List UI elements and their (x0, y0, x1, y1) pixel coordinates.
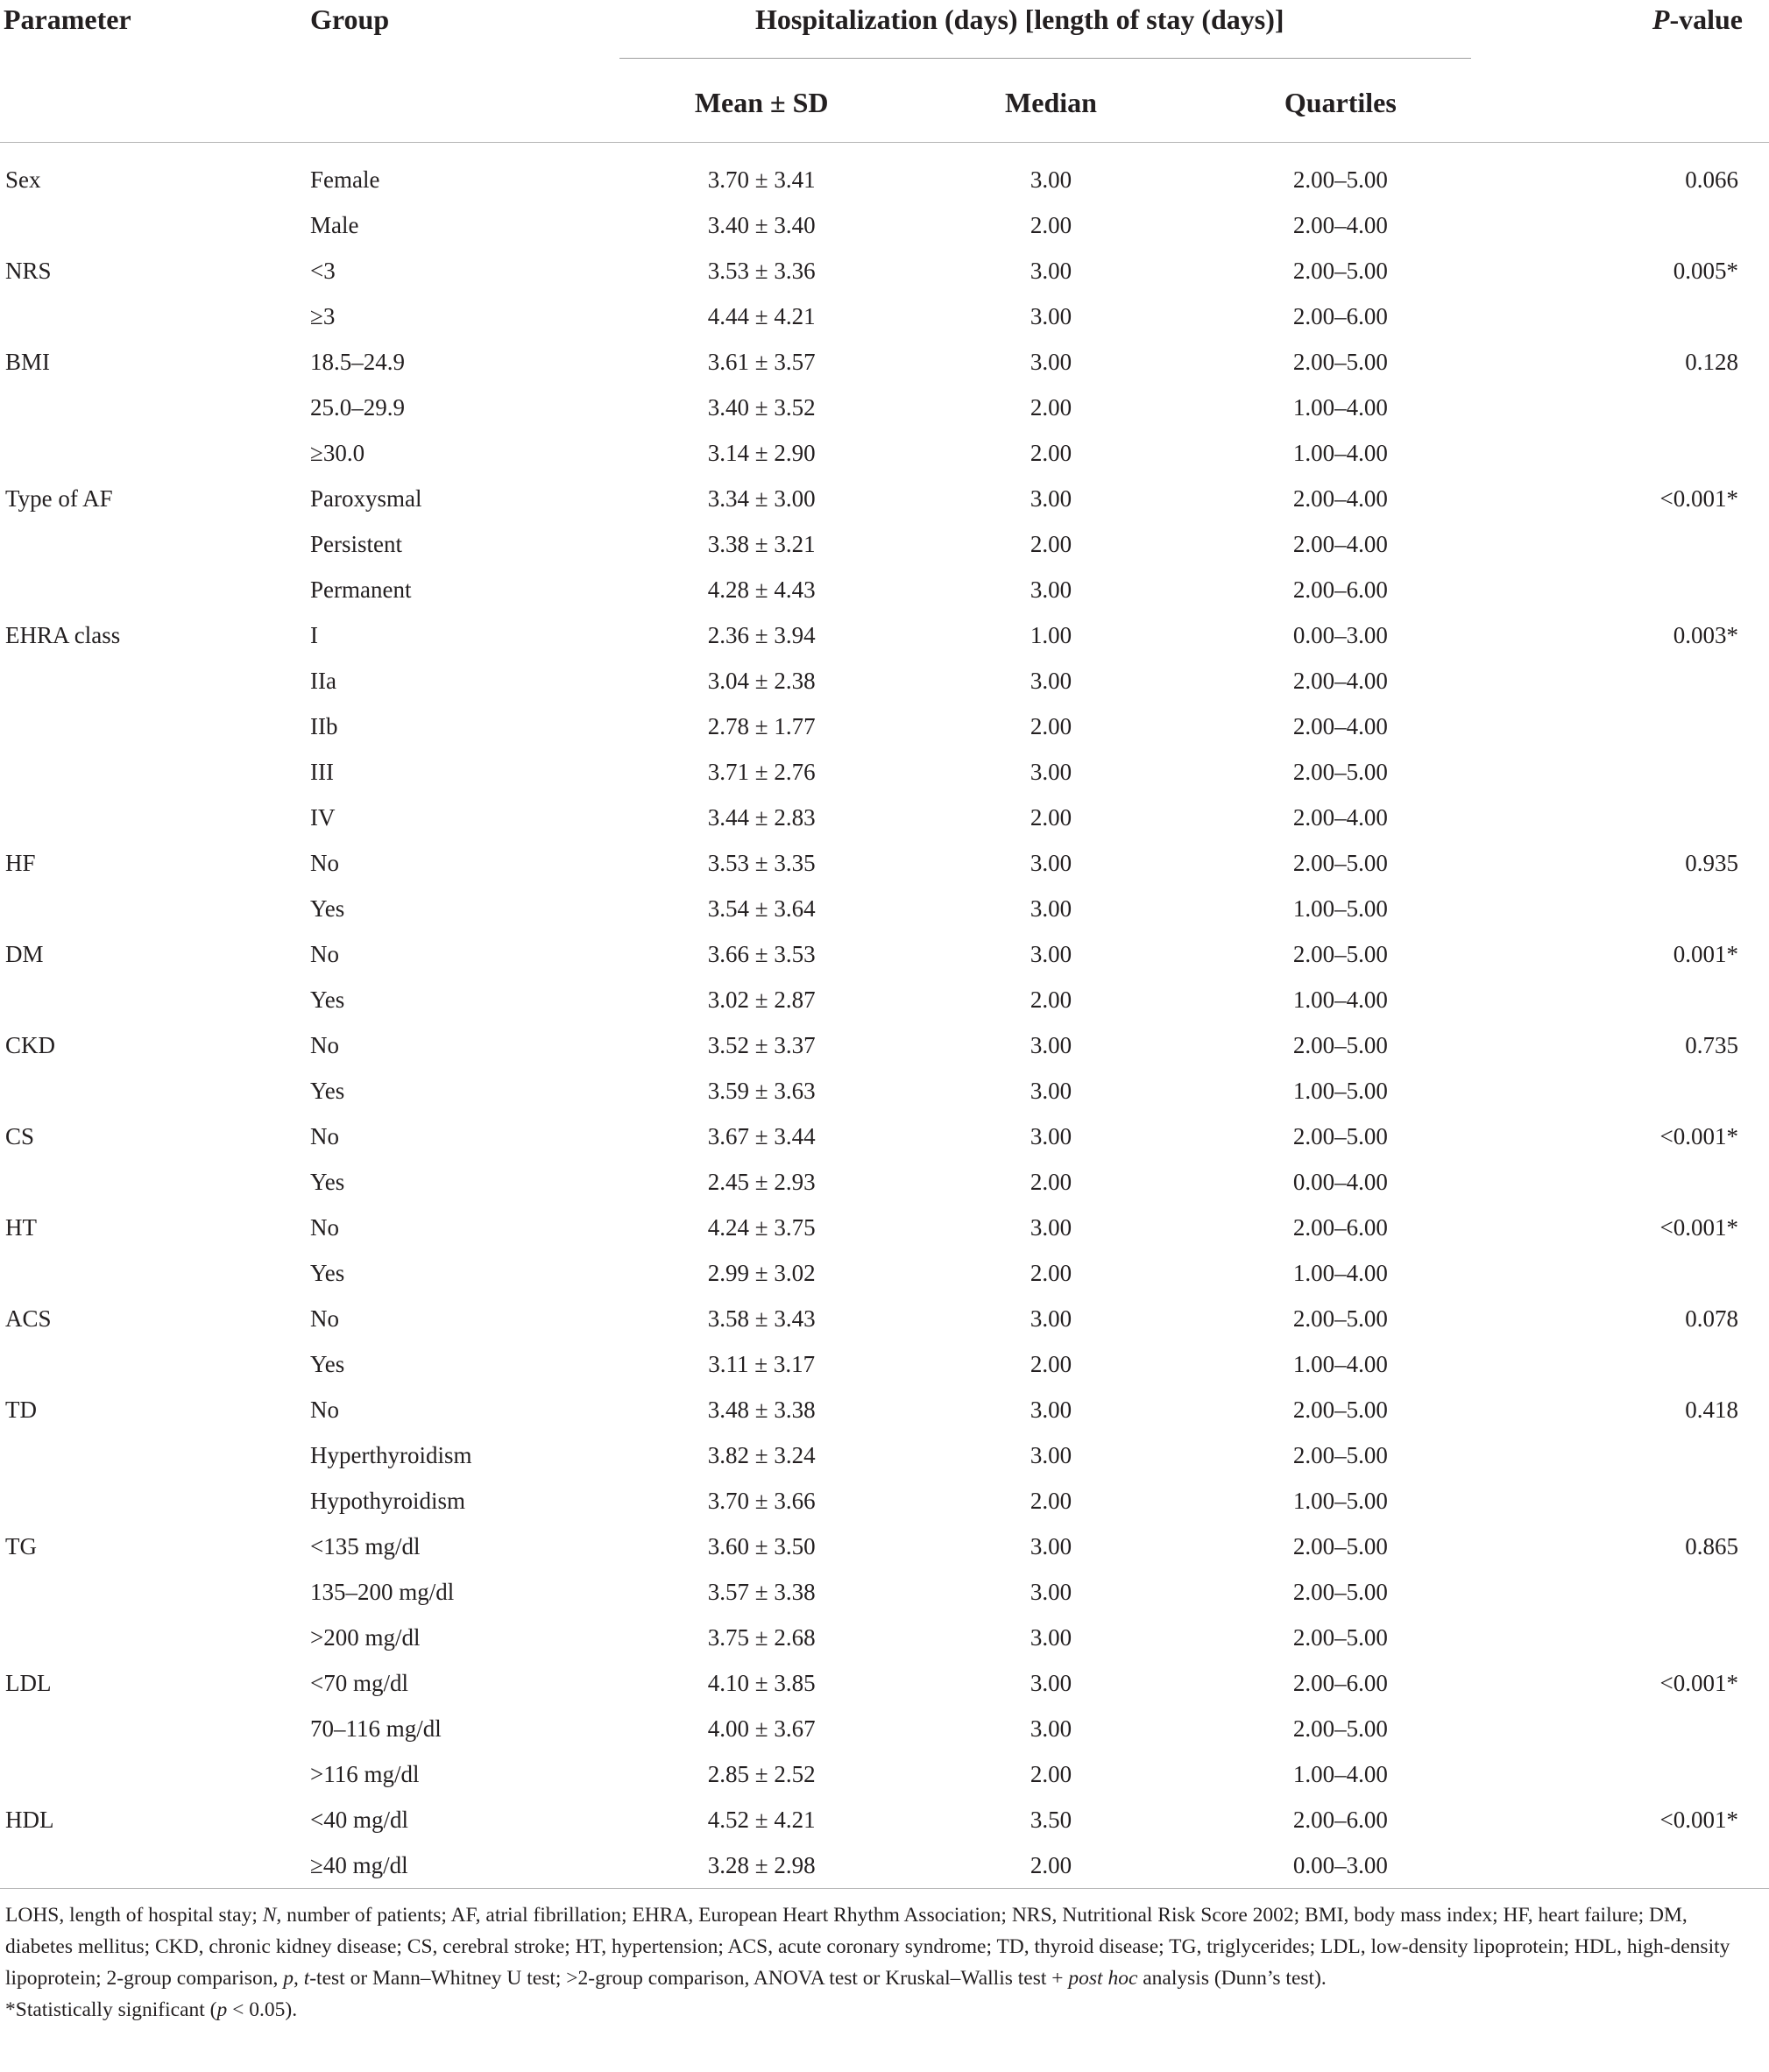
row-parameter (0, 1159, 310, 1205)
row-median: 2.00 (1030, 393, 1072, 421)
row-median: 3.00 (1030, 667, 1072, 694)
row-group: <135 mg/dl (310, 1532, 421, 1559)
table-bottom-rule (0, 1888, 1769, 1889)
row-median: 1.00 (1030, 621, 1072, 648)
row-quartiles: 2.00–5.00 (1292, 348, 1388, 375)
footnote-significance: *Statistically significant (p < 0.05). (5, 1998, 298, 2021)
row-quartiles: 2.00–5.00 (1292, 1122, 1388, 1149)
row-median: 2.00 (1030, 1350, 1072, 1377)
row-mean-sd: 3.58 ± 3.43 (707, 1305, 816, 1332)
row-quartiles: 2.00–4.00 (1292, 530, 1388, 557)
row-mean-sd: 2.85 ± 2.52 (707, 1760, 816, 1787)
table-row (0, 795, 1769, 840)
row-group: I (310, 621, 318, 648)
row-median: 3.00 (1030, 1213, 1072, 1241)
table-row (0, 1478, 1769, 1524)
table-row (0, 1569, 1769, 1615)
row-p-value: <0.001* (1659, 484, 1738, 512)
table-row (0, 977, 1769, 1022)
row-median: 3.00 (1030, 758, 1072, 785)
row-median: 3.50 (1030, 1806, 1072, 1833)
row-quartiles: 0.00–3.00 (1292, 1851, 1388, 1878)
row-parameter: NRS (5, 257, 52, 284)
row-group: Paroxysmal (310, 484, 422, 512)
row-parameter (0, 977, 310, 1022)
row-median: 3.00 (1030, 1077, 1072, 1104)
row-group: 25.0–29.9 (310, 393, 405, 421)
row-mean-sd: 3.82 ± 3.24 (707, 1441, 816, 1468)
row-median: 2.00 (1030, 1851, 1072, 1878)
row-group: No (310, 1122, 339, 1149)
row-p-value (1485, 1478, 1769, 1524)
row-mean-sd: 3.02 ± 2.87 (707, 986, 816, 1013)
row-group: No (310, 849, 339, 876)
row-mean-sd: 3.59 ± 3.63 (707, 1077, 816, 1104)
row-parameter: LDL (5, 1669, 52, 1696)
row-parameter: HF (5, 849, 36, 876)
row-quartiles: 2.00–4.00 (1292, 667, 1388, 694)
row-p-value (1485, 1341, 1769, 1387)
row-p-value (1485, 886, 1769, 931)
row-mean-sd: 3.38 ± 3.21 (707, 530, 816, 557)
row-parameter (0, 293, 310, 339)
row-group: 135–200 mg/dl (310, 1578, 455, 1605)
row-quartiles: 1.00–5.00 (1292, 1487, 1388, 1514)
row-quartiles: 2.00–5.00 (1292, 1031, 1388, 1058)
row-p-value: 0.418 (1685, 1396, 1738, 1423)
header-p-value (1485, 0, 1769, 63)
row-parameter (0, 1842, 310, 1888)
row-quartiles: 0.00–3.00 (1292, 621, 1388, 648)
row-mean-sd: 2.78 ± 1.77 (707, 712, 816, 739)
row-p-value (1485, 1751, 1769, 1797)
row-mean-sd: 2.45 ± 2.93 (707, 1168, 816, 1195)
row-group: IIa (310, 667, 336, 694)
row-quartiles: 2.00–6.00 (1292, 1806, 1388, 1833)
table-row (0, 1524, 1769, 1569)
row-p-value: 0.001* (1673, 940, 1738, 967)
row-p-value: 0.066 (1685, 166, 1738, 193)
table-row (0, 1022, 1769, 1068)
row-median: 3.00 (1030, 1122, 1072, 1149)
row-quartiles: 2.00–4.00 (1292, 211, 1388, 238)
table-row (0, 1660, 1769, 1706)
row-quartiles: 2.00–5.00 (1292, 1623, 1388, 1651)
row-quartiles: 2.00–6.00 (1292, 1213, 1388, 1241)
row-group: Permanent (310, 576, 412, 603)
table-row (0, 704, 1769, 749)
table-row (0, 840, 1769, 886)
row-quartiles: 1.00–4.00 (1292, 1350, 1388, 1377)
row-mean-sd: 3.66 ± 3.53 (707, 940, 816, 967)
row-quartiles: 2.00–5.00 (1292, 940, 1388, 967)
header-row-2 (0, 63, 1769, 143)
row-mean-sd: 3.75 ± 2.68 (707, 1623, 816, 1651)
row-group: ≥40 mg/dl (310, 1851, 408, 1878)
table-row (0, 248, 1769, 293)
table-row (0, 1068, 1769, 1114)
header-p-italic: P (1652, 4, 1670, 35)
row-mean-sd: 3.57 ± 3.38 (707, 1578, 816, 1605)
row-group: Female (310, 166, 380, 193)
row-group: No (310, 1031, 339, 1058)
row-group: Male (310, 211, 359, 238)
row-parameter: DM (5, 940, 44, 967)
row-parameter (0, 1068, 310, 1114)
row-mean-sd: 3.61 ± 3.57 (707, 348, 816, 375)
row-quartiles: 2.00–5.00 (1292, 1441, 1388, 1468)
row-p-value (1485, 567, 1769, 612)
row-quartiles: 2.00–4.00 (1292, 803, 1388, 831)
table-row (0, 430, 1769, 476)
row-p-value (1485, 1569, 1769, 1615)
table-row (0, 1432, 1769, 1478)
row-median: 3.00 (1030, 849, 1072, 876)
row-parameter: Type of AF (5, 484, 113, 512)
row-group: Yes (310, 1077, 345, 1104)
row-group: <3 (310, 257, 336, 284)
row-p-value (1485, 293, 1769, 339)
row-p-value (1485, 749, 1769, 795)
row-mean-sd: 3.40 ± 3.52 (707, 393, 816, 421)
row-mean-sd: 3.54 ± 3.64 (707, 895, 816, 922)
footnote-abbreviations: LOHS, length of hospital stay; N, number of patients; AF, atrial fibrillation; EHRA, European Heart Rhythm Association; NRS, Nutritional Risk Score 2002; BMI, body mass index; HF, heart failure; DM, diabetes mellitus; CKD, chronic kidney disease; CS, cerebral stroke; HT, hypertension; ACS, acute coronary syndrome; TD, thyroid disease; TG, triglycerides; LDL, low-density lipoprotein; HDL, high-density lipoprotein; 2-group comparison, p, t-test or Mann–Whitney U test; >2-group comparison, ANOVA test or Kruskal–Wallis test + post hoc analysis (Dunn’s test). (5, 1904, 1730, 1990)
row-group: Yes (310, 1259, 345, 1286)
row-p-value (1485, 795, 1769, 840)
table-row (0, 143, 1769, 203)
row-mean-sd: 4.24 ± 3.75 (707, 1213, 816, 1241)
row-quartiles: 0.00–4.00 (1292, 1168, 1388, 1195)
row-p-value (1485, 1068, 1769, 1114)
row-median: 3.00 (1030, 1532, 1072, 1559)
row-mean-sd: 3.11 ± 3.17 (708, 1350, 816, 1377)
row-group: IV (310, 803, 336, 831)
row-mean-sd: 4.28 ± 4.43 (707, 576, 816, 603)
table-body (0, 143, 1769, 1889)
row-median: 3.00 (1030, 1578, 1072, 1605)
row-parameter (0, 521, 310, 567)
row-group: ≥30.0 (310, 439, 365, 466)
row-p-value: 0.128 (1685, 348, 1738, 375)
row-parameter: TG (5, 1532, 37, 1559)
row-median: 3.00 (1030, 348, 1072, 375)
row-parameter (0, 1478, 310, 1524)
table-row (0, 1797, 1769, 1842)
row-quartiles: 1.00–5.00 (1292, 1077, 1388, 1104)
row-median: 2.00 (1030, 1760, 1072, 1787)
row-median: 2.00 (1030, 1168, 1072, 1195)
row-quartiles: 2.00–5.00 (1292, 166, 1388, 193)
row-quartiles: 1.00–5.00 (1292, 895, 1388, 922)
row-mean-sd: 3.71 ± 2.76 (707, 758, 816, 785)
row-mean-sd: 4.00 ± 3.67 (707, 1715, 816, 1742)
row-median: 2.00 (1030, 986, 1072, 1013)
row-quartiles: 2.00–6.00 (1292, 576, 1388, 603)
header-row-1 (0, 0, 1769, 63)
row-p-value (1485, 1159, 1769, 1205)
row-parameter: BMI (5, 348, 51, 375)
row-quartiles: 2.00–6.00 (1292, 302, 1388, 329)
row-group: Yes (310, 986, 345, 1013)
table-row (0, 385, 1769, 430)
row-parameter (0, 202, 310, 248)
row-quartiles: 2.00–5.00 (1292, 1578, 1388, 1605)
row-p-value (1485, 521, 1769, 567)
row-quartiles: 2.00–5.00 (1292, 1715, 1388, 1742)
row-mean-sd: 3.28 ± 2.98 (707, 1851, 816, 1878)
table-row (0, 1250, 1769, 1296)
row-median: 3.00 (1030, 576, 1072, 603)
row-quartiles: 2.00–4.00 (1292, 712, 1388, 739)
header-group: Group (310, 4, 390, 35)
row-median: 3.00 (1030, 1396, 1072, 1423)
row-p-value (1485, 385, 1769, 430)
row-parameter (0, 704, 310, 749)
row-group: Yes (310, 895, 345, 922)
row-group: No (310, 1396, 339, 1423)
row-p-value (1485, 1432, 1769, 1478)
row-parameter: TD (5, 1396, 37, 1423)
row-parameter (0, 1569, 310, 1615)
row-mean-sd: 3.70 ± 3.41 (707, 166, 816, 193)
row-quartiles: 2.00–5.00 (1292, 1305, 1388, 1332)
row-group: IIb (310, 712, 338, 739)
row-median: 3.00 (1030, 166, 1072, 193)
row-parameter (0, 749, 310, 795)
row-parameter (0, 1341, 310, 1387)
row-group: >116 mg/dl (310, 1760, 420, 1787)
row-quartiles: 1.00–4.00 (1292, 1259, 1388, 1286)
table-row (0, 612, 1769, 658)
row-median: 3.00 (1030, 940, 1072, 967)
table-row (0, 1615, 1769, 1660)
header-hospitalization: Hospitalization (days) [length of stay (days)] (755, 4, 1284, 35)
table-row (0, 1114, 1769, 1159)
row-median: 2.00 (1030, 211, 1072, 238)
row-p-value (1485, 1615, 1769, 1660)
table-row (0, 1387, 1769, 1432)
row-group: 70–116 mg/dl (310, 1715, 442, 1742)
table-row (0, 476, 1769, 521)
row-group: Hyperthyroidism (310, 1441, 472, 1468)
row-mean-sd: 4.44 ± 4.21 (707, 302, 816, 329)
row-p-value: 0.003* (1673, 621, 1738, 648)
row-mean-sd: 3.04 ± 2.38 (707, 667, 816, 694)
row-group: Yes (310, 1168, 345, 1195)
row-mean-sd: 3.14 ± 2.90 (707, 439, 816, 466)
row-p-value (1485, 704, 1769, 749)
row-p-value: 0.735 (1685, 1031, 1738, 1058)
row-parameter: CKD (5, 1031, 56, 1058)
row-group: <70 mg/dl (310, 1669, 408, 1696)
row-median: 3.00 (1030, 1031, 1072, 1058)
table-row (0, 749, 1769, 795)
row-p-value: <0.001* (1659, 1669, 1738, 1696)
row-group: No (310, 1213, 339, 1241)
header-parameter: Parameter (4, 4, 131, 35)
row-mean-sd: 2.99 ± 3.02 (707, 1259, 816, 1286)
header-quartiles: Quartiles (1284, 87, 1397, 118)
row-p-value (1485, 430, 1769, 476)
row-mean-sd: 3.53 ± 3.36 (707, 257, 816, 284)
row-group: Hypothyroidism (310, 1487, 466, 1514)
table-row (0, 931, 1769, 977)
row-median: 2.00 (1030, 1487, 1072, 1514)
row-mean-sd: 3.34 ± 3.00 (707, 484, 816, 512)
row-mean-sd: 4.10 ± 3.85 (707, 1669, 816, 1696)
table-footnote (5, 1899, 1758, 2026)
row-parameter (0, 430, 310, 476)
row-quartiles: 2.00–5.00 (1292, 1396, 1388, 1423)
row-group: <40 mg/dl (310, 1806, 408, 1833)
row-p-value: 0.935 (1685, 849, 1738, 876)
row-p-value: <0.001* (1659, 1213, 1738, 1241)
row-mean-sd: 3.44 ± 2.83 (707, 803, 816, 831)
table-row (0, 339, 1769, 385)
row-parameter (0, 567, 310, 612)
row-median: 3.00 (1030, 1305, 1072, 1332)
row-p-value: <0.001* (1659, 1122, 1738, 1149)
table-row (0, 1205, 1769, 1250)
row-p-value (1485, 658, 1769, 704)
row-quartiles: 1.00–4.00 (1292, 439, 1388, 466)
table-row (0, 1842, 1769, 1888)
row-median: 2.00 (1030, 530, 1072, 557)
row-group: ≥3 (310, 302, 336, 329)
row-median: 3.00 (1030, 1623, 1072, 1651)
row-mean-sd: 3.67 ± 3.44 (707, 1122, 816, 1149)
row-parameter (0, 1706, 310, 1751)
header-span-rule (619, 58, 1471, 59)
row-p-value (1485, 977, 1769, 1022)
row-group: III (310, 758, 334, 785)
header-p-rest: -value (1669, 4, 1743, 35)
row-mean-sd: 2.36 ± 3.94 (707, 621, 816, 648)
row-quartiles: 1.00–4.00 (1292, 393, 1388, 421)
row-group: 18.5–24.9 (310, 348, 405, 375)
row-parameter: Sex (5, 166, 41, 193)
row-parameter: CS (5, 1122, 35, 1149)
row-quartiles: 1.00–4.00 (1292, 986, 1388, 1013)
row-group: No (310, 940, 339, 967)
header-mean-sd: Mean ± SD (694, 87, 829, 118)
row-quartiles: 2.00–5.00 (1292, 1532, 1388, 1559)
row-mean-sd: 3.48 ± 3.38 (707, 1396, 816, 1423)
row-p-value (1485, 1250, 1769, 1296)
row-median: 3.00 (1030, 484, 1072, 512)
row-p-value (1485, 1842, 1769, 1888)
row-parameter (0, 658, 310, 704)
row-parameter (0, 795, 310, 840)
row-group: No (310, 1305, 339, 1332)
table-row (0, 202, 1769, 248)
row-parameter (0, 1250, 310, 1296)
row-parameter (0, 1751, 310, 1797)
row-median: 3.00 (1030, 895, 1072, 922)
row-group: Yes (310, 1350, 345, 1377)
row-median: 3.00 (1030, 257, 1072, 284)
table-row (0, 293, 1769, 339)
row-mean-sd: 3.70 ± 3.66 (707, 1487, 816, 1514)
row-parameter: HDL (5, 1806, 54, 1833)
row-p-value: 0.078 (1685, 1305, 1738, 1332)
row-quartiles: 2.00–4.00 (1292, 484, 1388, 512)
row-quartiles: 2.00–6.00 (1292, 1669, 1388, 1696)
row-median: 3.00 (1030, 1715, 1072, 1742)
row-parameter (0, 385, 310, 430)
row-mean-sd: 3.53 ± 3.35 (707, 849, 816, 876)
row-parameter: ACS (5, 1305, 52, 1332)
row-mean-sd: 3.40 ± 3.40 (707, 211, 816, 238)
row-median: 2.00 (1030, 1259, 1072, 1286)
row-median: 2.00 (1030, 803, 1072, 831)
row-mean-sd: 3.60 ± 3.50 (707, 1532, 816, 1559)
row-parameter (0, 1615, 310, 1660)
table-row (0, 1706, 1769, 1751)
row-median: 2.00 (1030, 439, 1072, 466)
row-parameter (0, 1432, 310, 1478)
row-p-value (1485, 1706, 1769, 1751)
row-group: >200 mg/dl (310, 1623, 421, 1651)
row-p-value: 0.865 (1685, 1532, 1738, 1559)
table-row (0, 1296, 1769, 1341)
table-row (0, 1341, 1769, 1387)
table-row (0, 521, 1769, 567)
row-parameter (0, 886, 310, 931)
row-quartiles: 2.00–5.00 (1292, 758, 1388, 785)
table-row (0, 567, 1769, 612)
row-median: 2.00 (1030, 712, 1072, 739)
table-row (0, 1751, 1769, 1797)
row-quartiles: 2.00–5.00 (1292, 849, 1388, 876)
row-median: 3.00 (1030, 1669, 1072, 1696)
row-quartiles: 2.00–5.00 (1292, 257, 1388, 284)
row-p-value (1485, 202, 1769, 248)
header-median: Median (1005, 87, 1097, 118)
row-median: 3.00 (1030, 302, 1072, 329)
row-parameter: EHRA class (5, 621, 121, 648)
row-p-value: <0.001* (1659, 1806, 1738, 1833)
table-row (0, 1159, 1769, 1205)
row-quartiles: 1.00–4.00 (1292, 1760, 1388, 1787)
row-median: 3.00 (1030, 1441, 1072, 1468)
row-mean-sd: 4.52 ± 4.21 (707, 1806, 816, 1833)
table-row (0, 658, 1769, 704)
table-row (0, 886, 1769, 931)
row-group: Persistent (310, 530, 402, 557)
row-mean-sd: 3.52 ± 3.37 (707, 1031, 816, 1058)
row-parameter: HT (5, 1213, 37, 1241)
row-p-value: 0.005* (1673, 257, 1738, 284)
